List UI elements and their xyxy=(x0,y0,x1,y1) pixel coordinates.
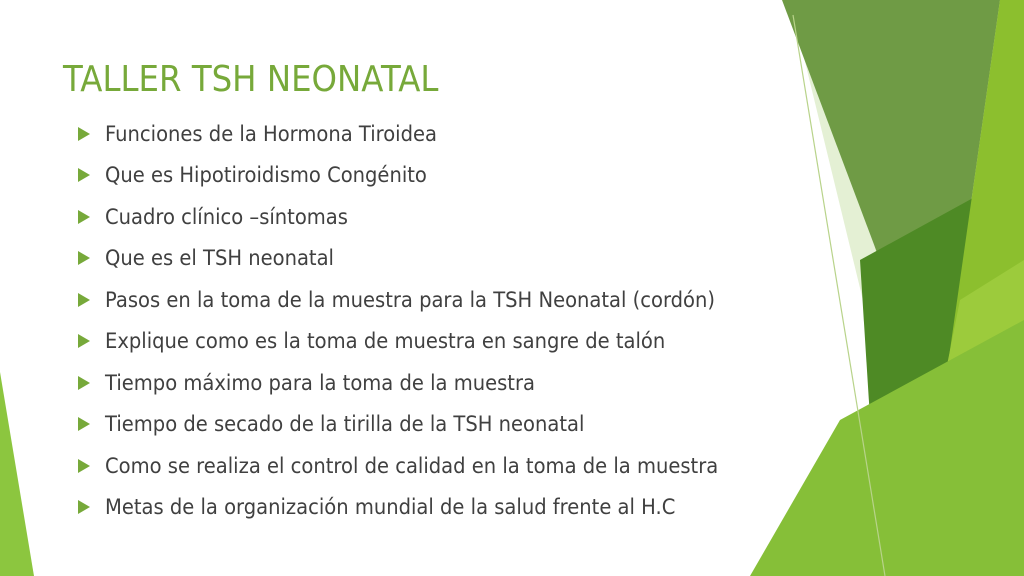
left-facet xyxy=(0,372,34,576)
slide-title: TALLER TSH NEONATAL xyxy=(63,59,439,100)
bullet-arrow-icon xyxy=(78,127,90,141)
bullet-text: Pasos en la toma de la muestra para la TSH Neonatal (cordón) xyxy=(105,287,715,312)
bullet-item xyxy=(78,238,764,280)
bullet-arrow-icon xyxy=(78,334,90,348)
bullet-arrow-icon xyxy=(78,168,90,182)
bullet-item xyxy=(78,487,764,529)
bullet-item xyxy=(78,279,764,321)
bullet-text: Explique como es la toma de muestra en sangre de talón xyxy=(105,329,666,354)
bullet-text: Tiempo máximo para la toma de la muestra xyxy=(105,370,535,395)
bullet-text: Como se realiza el control de calidad en la toma de la muestra xyxy=(105,453,719,478)
bullet-list xyxy=(78,113,764,528)
bullet-arrow-icon xyxy=(78,459,90,473)
bullet-item xyxy=(78,445,764,487)
bullet-text: Tiempo de secado de la tirilla de la TSH neonatal xyxy=(105,412,585,437)
bullet-text: Funciones de la Hormona Tiroidea xyxy=(105,121,437,146)
bullet-text: Que es Hipotiroidismo Congénito xyxy=(105,163,427,188)
bullet-item xyxy=(78,196,764,238)
bullet-arrow-icon xyxy=(78,210,90,224)
bullet-arrow-icon xyxy=(78,500,90,514)
bullet-arrow-icon xyxy=(78,251,90,265)
bullet-item xyxy=(78,404,764,446)
bullet-item xyxy=(78,113,764,155)
bullet-item xyxy=(78,321,764,363)
bullet-arrow-icon xyxy=(78,376,90,390)
bullet-text: Que es el TSH neonatal xyxy=(105,246,334,271)
bullet-text: Metas de la organización mundial de la salud frente al H.C xyxy=(105,495,676,520)
bullet-item xyxy=(78,155,764,197)
bullet-arrow-icon xyxy=(78,417,90,431)
bullet-text: Cuadro clínico –síntomas xyxy=(105,204,348,229)
bullet-arrow-icon xyxy=(78,293,90,307)
bullet-item xyxy=(78,362,764,404)
